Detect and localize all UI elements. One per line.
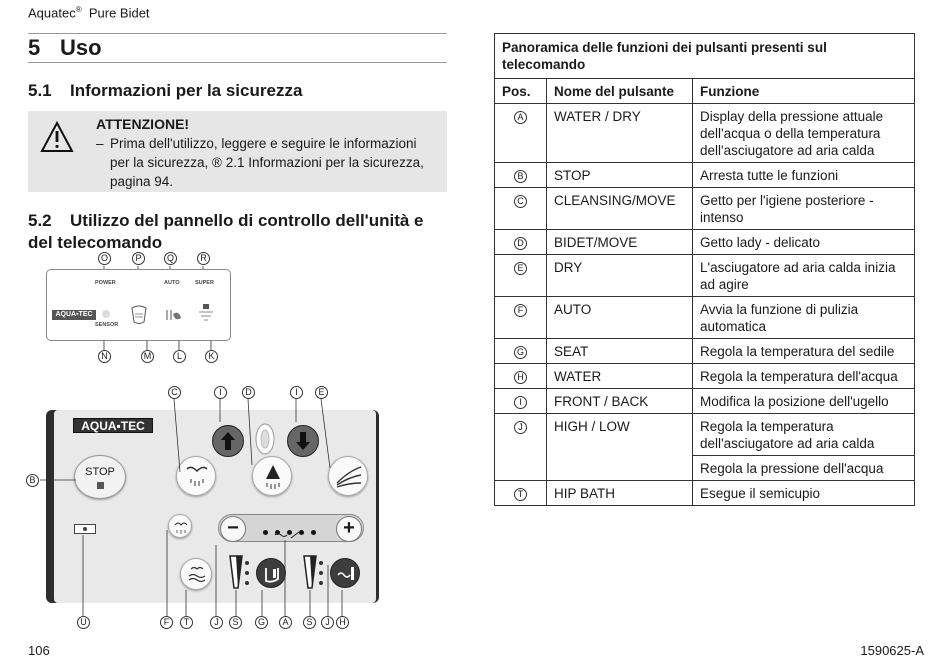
callout-e: E	[315, 386, 328, 399]
pos-cell	[495, 255, 547, 297]
warning-dash: –	[96, 136, 104, 151]
warning-title: ATTENZIONE!	[96, 116, 190, 132]
plus-button[interactable]: +	[336, 516, 362, 542]
table-row	[495, 364, 915, 389]
pos-cell	[495, 339, 547, 364]
callout-m: M	[141, 350, 154, 363]
callout-t: T	[180, 616, 193, 629]
table-row	[495, 230, 915, 255]
button-name: BIDET/MOVE	[547, 230, 693, 255]
callout-u: U	[77, 616, 90, 629]
power-label: POWER	[95, 280, 116, 286]
table-row	[495, 104, 915, 163]
sensor-label: SENSOR	[95, 322, 119, 328]
header-name: Nome del pulsante	[547, 79, 693, 104]
button-name: CLEANSING/MOVE	[547, 188, 693, 230]
warning-text	[96, 134, 436, 191]
header-pos: Pos.	[495, 79, 547, 104]
section-title	[28, 35, 102, 61]
pos-marker: F	[514, 304, 527, 317]
function-text: Modifica la posizione dell'ugello	[693, 389, 915, 414]
pos-marker: I	[514, 396, 527, 409]
subsection-number: 5.2	[28, 211, 52, 230]
pos-cell	[495, 481, 547, 506]
table-caption-row	[495, 34, 915, 79]
page-header	[28, 5, 150, 20]
super-label: SUPER	[195, 280, 214, 286]
subsection-safety-title	[28, 80, 302, 102]
callout-j-left: J	[210, 616, 223, 629]
button-name: WATER / DRY	[547, 104, 693, 163]
warning-box	[28, 111, 447, 192]
pos-cell	[495, 230, 547, 255]
page-number: 106	[28, 643, 50, 657]
table-row	[495, 481, 915, 506]
button-name: AUTO	[547, 297, 693, 339]
pos-cell	[495, 188, 547, 230]
subsection-title-line1: Utilizzo del pannello di controllo dell'unità e	[70, 211, 424, 230]
callout-s-left: S	[229, 616, 242, 629]
brand-logo-small: AQUA▪TEC	[52, 310, 96, 320]
document-code: 1590625-A	[860, 643, 924, 657]
auto-clean-icon[interactable]	[163, 304, 183, 326]
pos-marker: E	[514, 262, 527, 275]
pos-marker: C	[514, 195, 527, 208]
function-text: Esegue il semicupio	[693, 481, 915, 506]
callout-i-back: I	[290, 386, 303, 399]
callout-o: O	[98, 252, 111, 265]
function-text: Avvia la funzione di pulizia automatica	[693, 297, 915, 339]
function-text: Arresta tutte le funzioni	[693, 163, 915, 188]
table-row	[495, 297, 915, 339]
button-name: SEAT	[547, 339, 693, 364]
button-name: FRONT / BACK	[547, 389, 693, 414]
subsection-number: 5.1	[28, 81, 52, 100]
callout-d: D	[242, 386, 255, 399]
header-brand: Aquatec	[28, 5, 76, 21]
pos-marker: T	[514, 488, 527, 501]
callout-h: H	[336, 616, 349, 629]
table-row	[495, 414, 915, 456]
minus-button[interactable]: −	[220, 516, 246, 542]
subsection-usage-title	[28, 210, 458, 254]
function-text: Getto per l'igiene posteriore - intenso	[693, 188, 915, 230]
table-row	[495, 163, 915, 188]
super-clean-icon[interactable]	[195, 302, 217, 326]
function-text: Getto lady - delicato	[693, 230, 915, 255]
section-number: 5	[28, 35, 41, 60]
callout-n: N	[98, 350, 111, 363]
callout-j-right: J	[321, 616, 334, 629]
pos-marker: J	[514, 421, 527, 434]
button-name: WATER	[547, 364, 693, 389]
pos-cell	[495, 389, 547, 414]
callout-q: Q	[164, 252, 177, 265]
callout-s-right: S	[303, 616, 316, 629]
header-function: Funzione	[693, 79, 915, 104]
button-name: DRY	[547, 255, 693, 297]
control-panel-unit	[46, 269, 231, 341]
subsection-title-text: Informazioni per la sicurezza	[70, 81, 303, 100]
button-name: HIP BATH	[547, 481, 693, 506]
pos-cell	[495, 163, 547, 188]
table-row	[495, 188, 915, 230]
pos-marker: B	[514, 170, 527, 183]
stop-label: STOP	[85, 466, 115, 478]
button-function-table	[494, 33, 915, 506]
section-rule-bottom	[28, 62, 447, 63]
warning-triangle-icon	[40, 121, 74, 153]
table-row	[495, 389, 915, 414]
table-row	[495, 255, 915, 297]
table-header-row	[495, 79, 915, 104]
callout-f: F	[160, 616, 173, 629]
callout-g: G	[255, 616, 268, 629]
registered-mark: ®	[75, 5, 82, 14]
warning-body: Prima dell'utilizzo, leggere e seguire le informazioni per la sicurezza, ® 2.1 Informazioni per la sicurezza, pagina 94.	[110, 136, 424, 189]
table-caption: Panoramica delle funzioni dei pulsanti presenti sul telecomando	[495, 34, 915, 79]
pos-marker: H	[514, 371, 527, 384]
pos-cell	[495, 104, 547, 163]
section-rule-top	[28, 33, 447, 34]
auto-label: AUTO	[164, 280, 180, 286]
table-row	[495, 339, 915, 364]
callout-l: L	[173, 350, 186, 363]
callout-a: A	[279, 616, 292, 629]
callout-r: R	[197, 252, 210, 265]
pos-cell	[495, 297, 547, 339]
section-title-text: Uso	[60, 35, 102, 60]
pos-marker: D	[514, 237, 527, 250]
callout-p: P	[132, 252, 145, 265]
function-text: L'asciugatore ad aria calda inizia ad agire	[693, 255, 915, 297]
pos-marker: A	[514, 111, 527, 124]
button-name: HIGH / LOW	[547, 414, 693, 481]
function-text: Display della pressione attuale dell'acqua o della temperatura dell'asciugatore ad aria calda	[693, 104, 915, 163]
callout-k: K	[205, 350, 218, 363]
sensor-indicator	[102, 310, 110, 318]
pos-cell	[495, 414, 547, 481]
pos-cell	[495, 364, 547, 389]
callout-c: C	[168, 386, 181, 399]
button-name: STOP	[547, 163, 693, 188]
brand-logo-big: AQUA▪TEC	[73, 418, 153, 433]
function-text: Regola la temperatura dell'acqua	[693, 364, 915, 389]
function-text: Regola la pressione dell'acqua	[693, 456, 915, 481]
callout-b: B	[26, 474, 39, 487]
bidet-icon[interactable]	[129, 304, 149, 326]
callout-i-front: I	[214, 386, 227, 399]
pos-marker: G	[514, 346, 527, 359]
function-text: Regola la temperatura del sedile	[693, 339, 915, 364]
remote-leader-lines	[0, 380, 400, 640]
header-product: Pure Bidet	[88, 5, 150, 21]
subsection-title-line2: del telecomando	[28, 233, 163, 252]
function-text: Regola la temperatura dell'asciugatore ad aria calda	[693, 414, 915, 456]
